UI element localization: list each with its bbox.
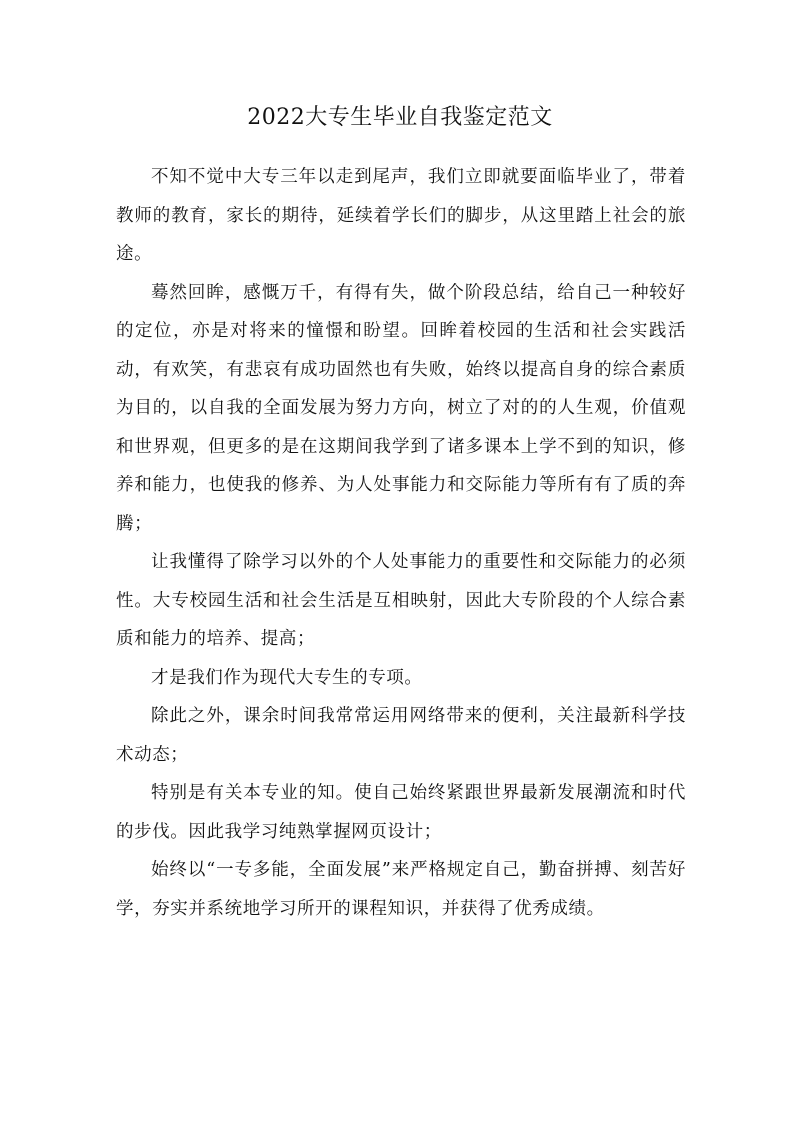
paragraph: 让我懂得了除学习以外的个人处事能力的重要性和交际能力的必须性。大专校园生活和社会生活是互相映射，因此大专阶段的个人综合素质和能力的培养、提高； bbox=[116, 552, 686, 649]
paragraph: 不知不觉中大专三年以走到尾声，我们立即就要面临毕业了，带着教师的教育，家长的期待，延续着学长们的脚步，从这里踏上社会的旅途。 bbox=[116, 167, 686, 264]
paragraph: 除此之外，课余时间我常常运用网络带来的便利，关注最新科学技术动态； bbox=[116, 706, 686, 765]
paragraph: 才是我们作为现代大专生的专项。 bbox=[151, 667, 423, 688]
paragraph: 始终以“一专多能，全面发展”来严格规定自己，勤奋拼搏、刻苦好学，夯实并系统地学习所开的课程知识，并获得了优秀成绩。 bbox=[116, 860, 687, 919]
paragraph: 特别是有关本专业的知。使自己始终紧跟世界最新发展潮流和时代的步伐。因此我学习纯熟掌握网页设计； bbox=[116, 783, 686, 842]
document-body bbox=[116, 158, 686, 928]
document-title: 2022大专生毕业自我鉴定范文 bbox=[247, 105, 553, 130]
paragraph: 蓦然回眸，感慨万千，有得有失，做个阶段总结，给自己一种较好的定位，亦是对将来的憧憬和盼望。回眸着校园的生活和社会实践活动，有欢笑，有悲哀有成功固然也有失败，始终以提高自身的综合素质为目的，以自我的全面发展为努力方向，树立了对的的人生观，价值观和世界观，但更多的是在这期间我学到了诸多课本上学不到的知识，修养和能力，也使我的修养、为人处事能力和交际能力等所有有了质的奔腾； bbox=[116, 282, 686, 534]
